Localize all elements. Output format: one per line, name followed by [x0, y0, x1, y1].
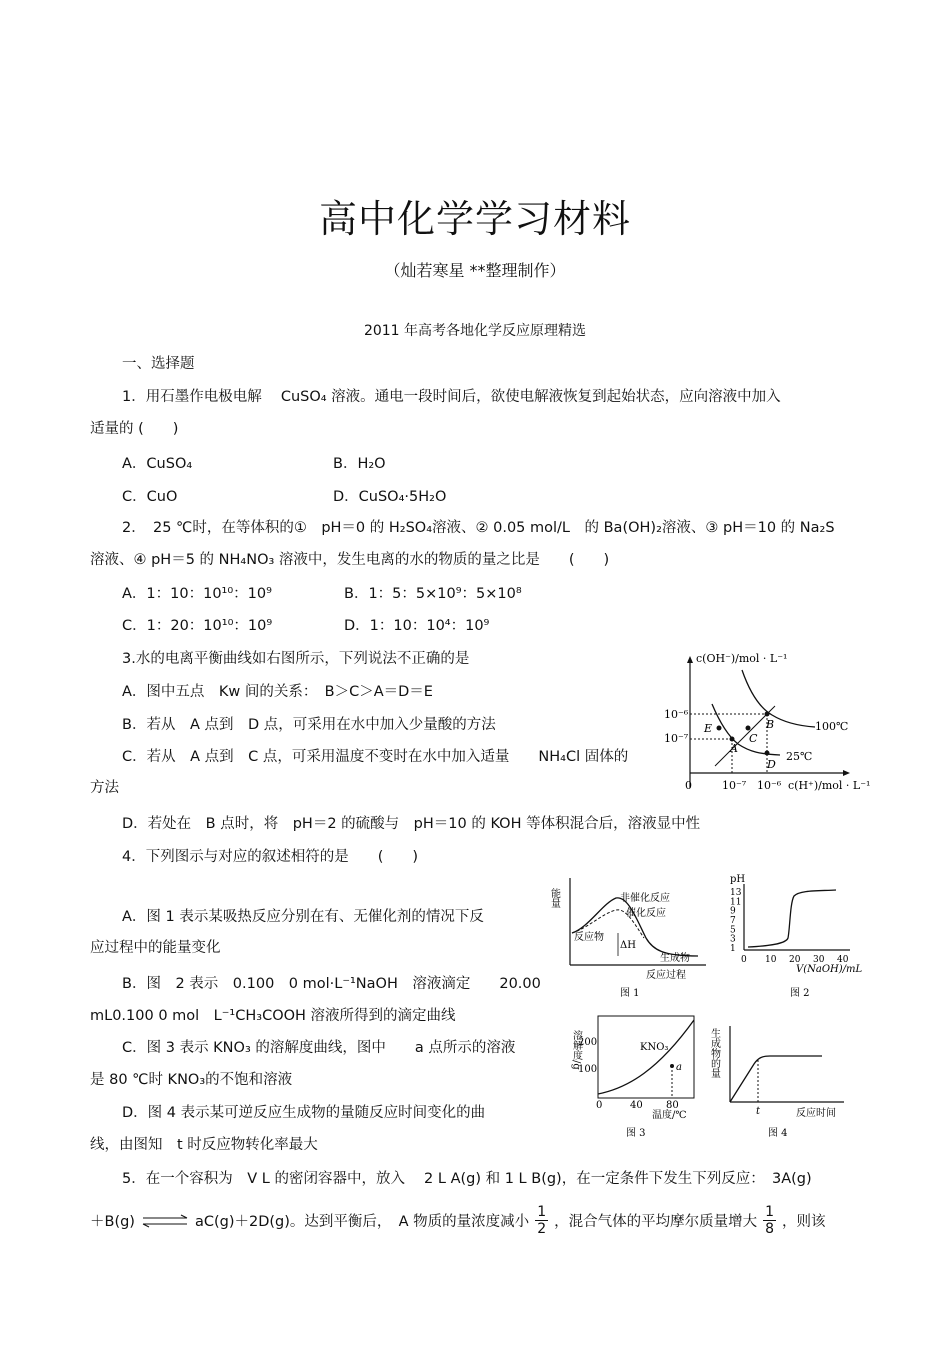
q2-line1: 2． 25 ℃时，在等体积的① pH＝0 的 H₂SO₄溶液、② 0.05 mol/L 的 Ba(OH)₂溶液、③ pH＝10 的 Na₂S	[122, 520, 835, 536]
fig2-xtick: 40	[837, 955, 849, 965]
fig3-caption: 图 3	[626, 1128, 646, 1139]
fig2-ytick: 7	[730, 916, 736, 926]
q5-part-c: ，混合气体的平均摩尔质量增大	[554, 1214, 758, 1230]
fig3-xlabel: 温度/℃	[652, 1110, 687, 1121]
fig3-ytick-200: 200	[578, 1037, 598, 1048]
x-tick-0: 0	[685, 779, 692, 792]
section-label: 一、选择题	[122, 356, 195, 372]
label-d: D	[767, 758, 776, 771]
fig3-xtick-0: 0	[596, 1100, 603, 1111]
y-tick-1e-6: 10⁻⁶	[664, 708, 689, 721]
fig2-xtick: 30	[813, 955, 825, 965]
q4-option-b1: B．图 2 表示 0.100 0 mol·L⁻¹NaOH 溶液滴定 20.00	[122, 976, 541, 992]
fraction-2-numerator: 1	[765, 1204, 775, 1220]
figure-2-titration	[728, 868, 878, 1003]
point-e	[717, 726, 722, 731]
fig4-label-t: t	[756, 1106, 761, 1117]
fig1-label-product: 生成物	[660, 953, 690, 964]
fig2-ytick: 3	[730, 934, 736, 945]
fig2-ytick: 13	[730, 888, 742, 898]
y-axis-arrow	[687, 656, 693, 663]
fig2-xlabel: V(NaOH)/mL	[796, 964, 863, 975]
x-tick-1e-6: 10⁻⁶	[757, 779, 782, 792]
fig1-label-noncat: 非催化反应	[620, 893, 670, 904]
q3-option-a: A．图中五点 Kw 间的关系： B＞C＞A＝D＝E	[122, 684, 433, 700]
q1-option-c: C．CuO	[122, 489, 178, 505]
q4-option-d2: 线，由图知 t 时反应物转化率最大	[90, 1137, 318, 1153]
fig1-ylabel: 能量	[548, 888, 560, 908]
x-axis-arrow	[843, 770, 850, 776]
fig2-ytick: 9	[730, 906, 736, 917]
figure-1-energy	[548, 868, 718, 1003]
y-axis-label: c(OH⁻)/mol · L⁻¹	[696, 652, 788, 665]
x-tick-1e-7: 10⁻⁷	[722, 779, 747, 792]
fig1-xlabel: 反应过程	[646, 970, 686, 981]
q4-option-a1: A．图 1 表示某吸热反应分别在有、无催化剂的情况下反	[122, 909, 484, 925]
q2-option-a: A．1：10：10¹⁰：10⁹	[122, 586, 272, 602]
q1-option-a: A．CuSO₄	[122, 456, 193, 472]
fraction-one-eighth	[763, 1204, 776, 1237]
fig4-curve	[730, 1056, 822, 1102]
fig2-xtick: 0	[741, 955, 747, 965]
q1-line1: 1．用石墨作电极电解 CuSO₄ 溶液。通电一段时间后，欲使电解液恢复到起始状态，应向溶液中加入	[122, 389, 781, 405]
fig2-ytick: 1	[730, 944, 736, 954]
fraction-one-half	[535, 1204, 548, 1237]
fraction-1-denominator: 2	[537, 1221, 547, 1237]
label-b: B	[766, 718, 775, 731]
fig3-curve	[598, 1020, 694, 1094]
point-a	[730, 737, 735, 742]
figure-4-product-time	[710, 1016, 860, 1142]
q1-line2: 适量的 ( )	[90, 421, 179, 437]
q2-option-b: B．1：5：5×10⁹：5×10⁸	[344, 586, 522, 602]
q4-option-a2: 应过程中的能量变化	[90, 940, 221, 956]
q1-option-d: D．CuSO₄·5H₂O	[333, 489, 447, 505]
figure-3-solubility	[568, 1000, 708, 1142]
label-a: A	[730, 742, 738, 755]
fig1-caption: 图 1	[620, 988, 640, 999]
q4-option-d1: D．图 4 表示某可逆反应生成物的量随反应时间变化的曲	[122, 1105, 486, 1121]
fig2-yticks	[730, 888, 742, 954]
point-c	[746, 726, 751, 731]
q1-option-b: B．H₂O	[333, 456, 386, 472]
q5-line2	[90, 1204, 826, 1237]
y-tick-1e-7: 10⁻⁷	[664, 732, 689, 745]
q3-option-d: D．若处在 B 点时，将 pH＝2 的硫酸与 pH＝10 的 KOH 等体积混合后，溶液显中性	[122, 816, 701, 832]
fig2-ytick: 5	[730, 925, 736, 936]
label-c: C	[749, 732, 758, 745]
q5-part-a: ＋B(g)	[90, 1214, 135, 1230]
q3-option-c: C．若从 A 点到 C 点，可采用温度不变时在水中加入适量 NH₄Cl 固体的	[122, 749, 629, 765]
subtitle: （灿若寒星 **整理制作）	[384, 261, 566, 280]
q4-option-c1: C．图 3 表示 KNO₃ 的溶解度曲线，图中 a 点所示的溶液	[122, 1040, 516, 1056]
fig3-xtick-80: 80	[666, 1100, 679, 1111]
fig4-caption: 图 4	[768, 1128, 788, 1139]
q3-line1: 3.水的电离平衡曲线如右图所示，下列说法不正确的是	[122, 651, 470, 667]
q3-option-b: B．若从 A 点到 D 点，可采用在水中加入少量酸的方法	[122, 717, 496, 733]
q4-line1: 4．下列图示与对应的叙述相符的是 ( )	[122, 849, 419, 865]
label-25c: 25℃	[786, 750, 813, 763]
label-100c: 100℃	[815, 720, 849, 733]
q5-line1: 5．在一个容积为 V L 的密闭容器中，放入 2 L A(g) 和 1 L B(g)，在一定条件下发生下列反应： 3A(g)	[122, 1171, 812, 1187]
fig2-ylabel: pH	[730, 874, 746, 885]
fig3-label-a: a	[676, 1062, 682, 1073]
label-e: E	[704, 722, 713, 735]
q4-option-b2: mL0.100 0 mol L⁻¹CH₃COOH 溶液所得到的滴定曲线	[90, 1008, 456, 1024]
fig3-ytick-100: 100	[578, 1064, 598, 1075]
fig1-label-dh: ΔH	[620, 940, 636, 951]
q5-part-b: aC(g)＋2D(g)。达到平衡后， A 物质的量浓度减小	[194, 1214, 530, 1230]
fig3-xtick-40: 40	[630, 1100, 643, 1111]
fig2-ytick: 11	[730, 897, 742, 908]
fig2-caption: 图 2	[790, 988, 810, 999]
page-title: 高中化学学习材料	[318, 197, 631, 241]
water-ionization-figure	[660, 648, 871, 798]
q5-part-d: ，则该	[782, 1214, 826, 1230]
fig1-label-reactant: 反应物	[574, 932, 604, 943]
q4-option-c2: 是 80 ℃时 KNO₃的不饱和溶液	[90, 1072, 293, 1088]
fig3-ylabel: 溶解度/g	[570, 1030, 582, 1070]
q2-option-d: D．1：10：10⁴：10⁹	[344, 618, 490, 634]
curve-100c	[742, 670, 815, 727]
point-d	[765, 751, 770, 756]
point-b	[765, 712, 770, 717]
fig3-frame	[598, 1016, 694, 1098]
section-heading: 2011 年高考各地化学反应原理精选	[363, 323, 587, 339]
reversible-arrow-icon	[139, 1214, 191, 1228]
fig1-label-cat: 催化反应	[626, 908, 666, 919]
fig2-curve	[748, 890, 836, 947]
fraction-1-numerator: 1	[537, 1204, 547, 1220]
fig2-xtick: 20	[789, 955, 801, 965]
x-axis-label: c(H⁺)/mol · L⁻¹	[788, 779, 871, 792]
fig3-point-a	[670, 1064, 674, 1068]
fig4-ylabel: 生成物的量	[708, 1028, 720, 1078]
q2-line2: 溶液、④ pH＝5 的 NH₄NO₃ 溶液中，发生电离的水的物质的量之比是 ( )	[90, 552, 610, 568]
q3-option-c-cont: 方法	[90, 780, 119, 796]
fig3-series-label: KNO₃	[640, 1042, 669, 1053]
q2-option-c: C．1：20：10¹⁰：10⁹	[122, 618, 273, 634]
fraction-2-denominator: 8	[765, 1221, 775, 1237]
fig2-xtick: 10	[765, 955, 777, 965]
fig4-xlabel: 反应时间	[796, 1108, 836, 1119]
